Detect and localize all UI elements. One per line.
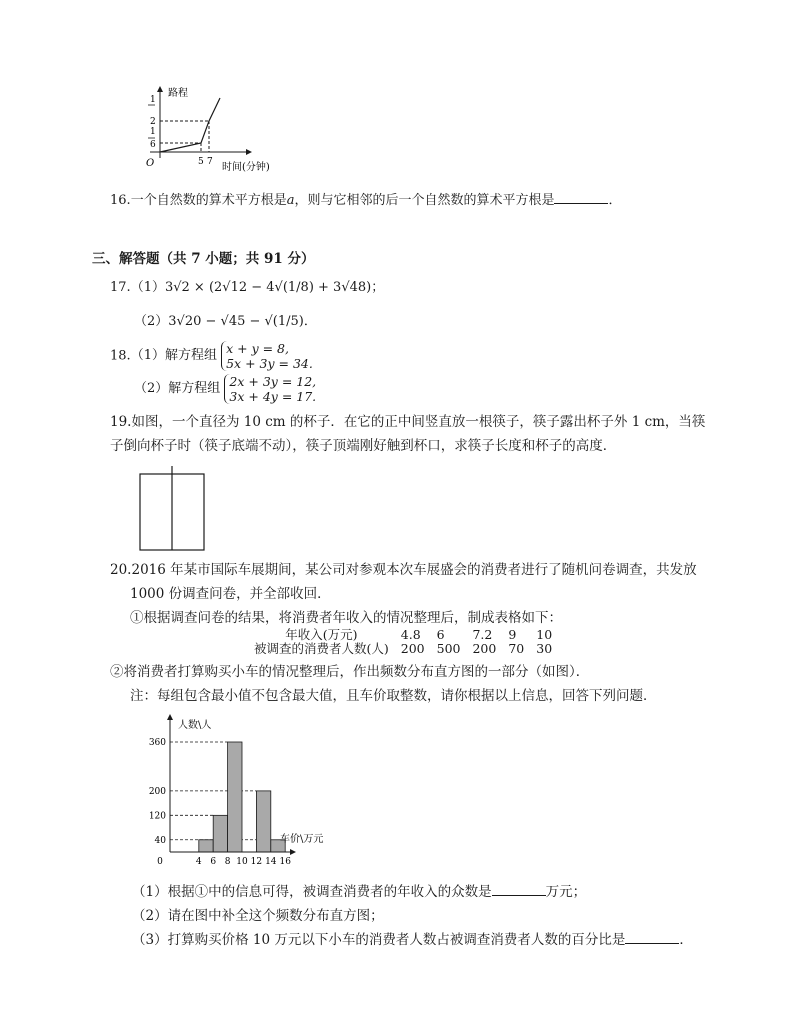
y-axis-arrow [167,714,173,720]
period: ． [608,193,622,208]
question-text: （2）请在图中补全这个频数分布直方图； [132,908,384,924]
question-text: 如图，一个直径为 10 cm 的杯子．在它的正中间竖直放一根筷子，筷子露出杯子外 1 cm，当筷 [131,414,706,430]
table-cell: 200 [472,641,497,656]
question-text: 1000 份调查问卷，并全部收回． [130,586,331,602]
y-tick-label: 360 [148,738,166,748]
car-price-histogram [138,712,368,868]
x-tick: 5 [198,157,204,167]
y-tick: 1 [150,127,156,137]
x-tick-label: 10 [236,857,248,867]
question-16 [110,191,622,210]
expression: 3√20 − √45 − √(1/5)． [168,314,317,329]
row-header: 被调查的消费者人数(人) [254,641,389,656]
y-tick: 6 [150,140,156,150]
subquestion-3 [132,928,693,952]
x-tick-label: 0 [157,857,163,867]
histogram-bar [228,742,242,852]
table-cell: 6 [436,627,445,642]
answer-blank[interactable] [492,883,546,896]
origin-label: O [146,158,155,169]
subquestion-1 [132,880,693,904]
part-label: （2）解方程组 [134,381,221,396]
question-20-subquestions [132,880,693,952]
part-label: （1）解方程组 [130,348,217,363]
table-cell: 200 [400,641,425,656]
question-text: 注：每组包含最小值不包含最大值，且车价取整数，请你根据以上信息，回答下列问题． [130,688,657,704]
equation-system [221,341,313,371]
table-row [248,642,558,656]
question-text: 万元； [545,884,587,900]
question-text: ． [679,932,693,948]
row-header: 年收入(万元) [285,627,358,642]
question-text: （3）打算购买价格 10 万元以下小车的消费者人数占被调查消费者人数的百分比是 [132,932,626,948]
question-text: ①根据调查问卷的结果，将消费者年收入的情况整理后，制成表格如下： [130,610,562,626]
question-17-part-1 [110,279,384,297]
histogram-bar [199,840,213,852]
x-tick-label: 14 [265,857,277,867]
y-tick-label: 40 [154,835,166,846]
table-row [248,628,558,642]
question-text: ，则与它相邻的后一个自然数的算术平方根是 [294,193,555,208]
table-cell: 70 [508,641,525,656]
variable: a [286,193,295,208]
y-tick-label: 200 [148,786,166,797]
question-17-part-2 [134,313,317,331]
answer-blank[interactable] [554,191,608,204]
table-cell: 4.8 [400,627,421,642]
table-cell: 7.2 [472,627,493,642]
question-number: 19. [110,414,132,430]
question-text: （1）根据①中的信息可得，被调查消费者的年收入的众数是 [132,884,492,900]
table-cell: 500 [436,641,461,656]
part-label: （2） [134,314,169,329]
equation: 2x + 3y = 12, [229,374,317,389]
y-axis-arrow [157,86,163,92]
question-text: 2016 年某市国际车展期间，某公司对参观本次车展盛会的消费者进行了随机问卷调查，共发放 [131,562,697,578]
x-axis-label: 时间(分钟) [222,162,270,173]
x-axis-arrow [290,849,296,855]
question-number: 16. [110,193,131,208]
question-20-part-2-intro [110,660,657,708]
equation: 3x + 4y = 17. [229,389,317,404]
histogram-bar [213,815,227,852]
question-19 [110,410,705,458]
x-tick-label: 16 [279,857,291,867]
distance-line [160,98,220,152]
expression: 3√2 × (2√12 − 4√(1/8) + 3√48)； [164,280,385,295]
y-tick: 2 [150,117,156,127]
question-18-part-2 [134,374,316,404]
question-number: 17. [110,280,131,295]
y-tick: 1 [150,95,156,105]
income-table [248,628,558,656]
answer-blank[interactable] [625,931,679,944]
question-20-intro [110,558,697,630]
section-title: 三、解答题（共 7 小题；共 91 分） [92,251,315,267]
table-cell: 30 [536,641,553,656]
equation: x + y = 8, [226,341,289,356]
question-text: 一个自然数的算术平方根是 [130,193,287,208]
equation-system [224,374,316,404]
distance-time-graph [128,84,288,176]
equation: 5x + 3y = 34. [226,356,313,371]
x-tick-label: 6 [210,857,217,867]
question-number: 18. [110,348,131,364]
question-18-part-1 [110,341,313,371]
part-label: （1） [130,280,165,295]
x-axis-label: 车价\万元 [280,834,324,845]
question-text: 子倒向杯子时（筷子底端不动），筷子顶端刚好触到杯口，求筷子长度和杯子的高度． [110,438,617,454]
y-axis-label: 人数\人 [178,720,212,731]
x-axis-arrow [246,149,252,155]
cup-figure [138,466,210,552]
table-cell: 9 [508,627,517,642]
x-tick: 7 [207,157,213,167]
subquestion-2 [132,904,693,928]
question-number: 20. [110,562,132,578]
histogram-bar [256,791,270,852]
table-cell: 10 [536,627,553,642]
y-axis-label: 路程 [168,88,188,99]
x-tick-label: 12 [250,857,263,867]
x-tick-label: 4 [195,857,202,867]
question-text: ②将消费者打算购买小车的情况整理后，作出频数分布直方图的一部分（如图）． [110,664,590,680]
x-tick-label: 8 [224,857,231,867]
y-tick-label: 120 [148,811,166,822]
